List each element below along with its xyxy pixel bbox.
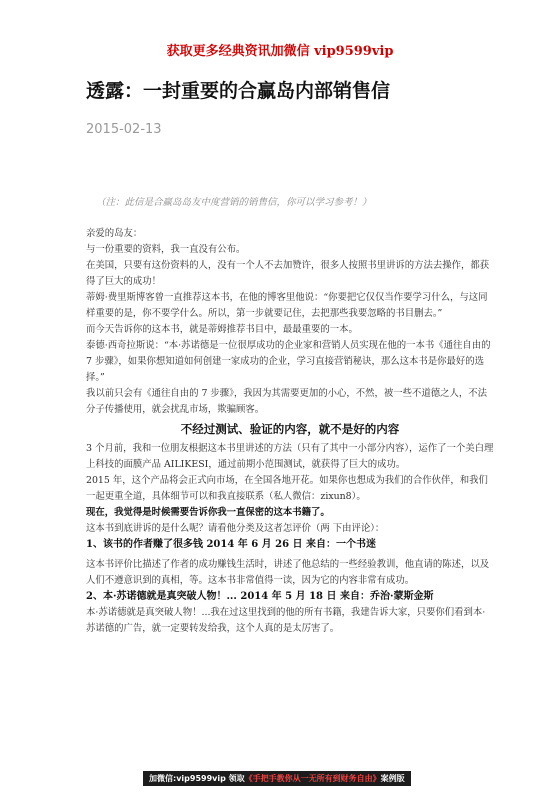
paragraph: 2015 年，这个产品将会正式向市场，在全国各地开花。如果你也想成为我们的合作伙伴，和我们一起更重全道，具体细节可以和我直接联系（私人微信：zixun8）。 — [86, 475, 488, 502]
footer-banner — [143, 771, 411, 786]
promo-banner: 获取更多经典资讯加微信 vip9599vip — [166, 44, 394, 59]
footer-highlight: 《手把手教你从一无所有到财务自由》 — [244, 774, 381, 783]
editor-note: （注：此信是合赢岛岛友中度营销的销售信，你可以学习参考！） — [96, 197, 372, 208]
paragraph: 而今天告诉你的这本书，就是蒂姆推荐书目中，最最重要的一本。 — [86, 324, 358, 335]
footer-prefix: 加微信:vip9599vip 领取 — [149, 774, 245, 783]
paragraph: 3 个月前，我和一位朋友根据这本书里讲述的方法（只有了其中一小部分内容），运作了一个美白理上科技的面膜产品 AILIKESI，通过前期小范围测试，就获得了巨大的成功。 — [86, 443, 494, 470]
letter-body — [86, 226, 494, 637]
footer-suffix: 案例版 — [380, 774, 405, 783]
review-heading: 1、该书的作者赚了很多钱 2014 年 6 月 26 日 来自：一个书迷 — [86, 539, 377, 550]
paragraph: 在美国，只要有这份资料的人，没有一个人不去加赞许，很多人按照书里讲诉的方法去操作，都获得了巨大的成功！ — [86, 260, 490, 287]
paragraph: 泰德·西奇拉斯说：“本·苏诺德是一位很厚成功的企业家和营销人员实现在他的一本书《通往自由的 7 步骤》，如果你想知道如何创建一家成功的企业，学习直接营销秘诀，那么这本书是你最好的选择。” — [86, 340, 491, 383]
page-title: 透露：一封重要的合赢岛内部销售信 — [86, 80, 391, 102]
paragraph: 这本书到底讲诉的是什么呢？请看他分类及这者怎评价（两 下由评论）： — [86, 523, 385, 534]
section-heading: 不经过测试、验证的内容，就不是好的内容 — [180, 422, 400, 436]
paragraph: 蒂姆·费里斯博客曾一直推荐这本书，在他的博客里他说：“你要把它仅仅当作要学习什么，与这同样重要的是，你不要学什么。所以，第一步就要记住，去把那些我要忽略的书目删去。” — [86, 292, 488, 319]
paragraph: 本·苏诺德就是真突破人物！...我在过这里找到的他的所有书籍，我建告诉大家，只要你们看到本·苏诺德的广告，就一定要转发给我，这个人真的是太厉害了。 — [86, 607, 486, 634]
greeting: 亲爱的岛友： — [86, 228, 143, 239]
post-date: 2015-02-13 — [86, 122, 162, 137]
paragraph: 这本书评价比描述了作者的成功赚钱生活时，讲述了他总结的一些经验教训，他直请的陈述，以及人们不遵意识到的真相，等。这本书非常值得一读，因为它的内容非常有成功。 — [86, 559, 490, 586]
paragraph-emphasis: 现在，我觉得是时候需要告诉你我一直保密的这本书籍了。 — [86, 507, 330, 518]
review-heading: 2、本·苏诺德就是真突破人物！... 2014 年 5 月 18 日 来自：乔治·蒙斯金斯 — [86, 591, 434, 602]
paragraph: 我以前只会有《通往自由的 7 步骤》，我因为其需要更加的小心，不然，被一些不道德之人，不法分子传播使用，就会扰乱市场，欺骗顾客。 — [86, 388, 487, 415]
paragraph: 与一份重要的资料，我一直没有公布。 — [86, 244, 246, 255]
